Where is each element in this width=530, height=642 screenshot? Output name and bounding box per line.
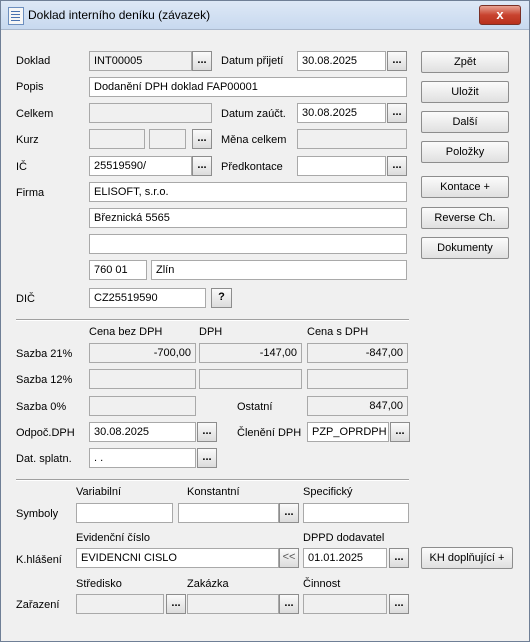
label-kurz: Kurz (16, 134, 39, 146)
label-stredisko: Středisko (76, 578, 122, 590)
sazba12-dph-field (199, 369, 302, 389)
predkontace-lookup-button[interactable]: ... (387, 156, 407, 176)
label-firma: Firma (16, 187, 45, 199)
label-doklad: Doklad (16, 55, 51, 67)
zpet-button[interactable]: Zpět (421, 51, 509, 73)
cinnost-field (303, 594, 387, 614)
label-datum-zauct: Datum zaúčt. (221, 108, 286, 120)
label-variabilni: Variabilní (76, 486, 122, 498)
dppd-dodavatel-field[interactable]: 01.01.2025 (303, 548, 387, 568)
label-popis: Popis (16, 81, 44, 93)
dppd-dodavatel-picker-button[interactable]: ... (389, 548, 409, 568)
stredisko-field (76, 594, 164, 614)
firma-name-field[interactable]: ELISOFT, s.r.o. (89, 182, 407, 202)
document-icon (8, 7, 24, 25)
firma-line3-field[interactable] (89, 234, 407, 254)
window-title: Doklad interního deníku (závazek) (28, 8, 211, 22)
label-zakazka: Zakázka (187, 578, 229, 590)
celkem-field (89, 103, 212, 123)
variabilni-field[interactable] (76, 503, 173, 523)
label-ostatni: Ostatní (237, 401, 273, 413)
dokumenty-button[interactable]: Dokumenty (421, 237, 509, 259)
popis-field[interactable]: Dodanění DPH doklad FAP00001 (89, 77, 407, 97)
sazba12-total-field (307, 369, 408, 389)
ic-field[interactable]: 25519590/ (89, 156, 192, 176)
label-evidencni-cislo: Evidenční číslo (76, 532, 150, 544)
label-dat-splatn: Dat. splatn. (16, 453, 72, 465)
datum-prijeti-field[interactable]: 30.08.2025 (297, 51, 386, 71)
label-symboly: Symboly (16, 508, 59, 520)
label-cena-bez-dph: Cena bez DPH (89, 326, 163, 338)
label-zarazeni: Zařazení (16, 599, 60, 611)
label-ic: IČ (16, 161, 27, 173)
title-bar (1, 1, 529, 30)
label-mena-celkem: Měna celkem (221, 134, 287, 146)
label-sazba-21: Sazba 21% (16, 348, 73, 360)
label-sazba-0: Sazba 0% (16, 401, 67, 413)
mesto-field[interactable]: Zlín (151, 260, 407, 280)
label-cinnost: Činnost (303, 578, 341, 590)
dat-splatn-field[interactable]: . . (89, 448, 196, 468)
cinnost-lookup-button[interactable]: ... (389, 594, 409, 614)
label-celkem: Celkem (16, 108, 54, 120)
datum-zauct-field[interactable]: 30.08.2025 (297, 103, 386, 123)
label-predkontace: Předkontace (221, 161, 283, 173)
specificky-field[interactable] (303, 503, 409, 523)
dat-splatn-picker-button[interactable]: ... (197, 448, 217, 468)
doklad-lookup-button[interactable]: ... (192, 51, 212, 71)
separator (16, 319, 409, 321)
sazba21-dph-field: -147,00 (199, 343, 302, 363)
polozky-button[interactable]: Položky (421, 141, 509, 163)
sazba12-base-field (89, 369, 196, 389)
dic-verify-button[interactable]: ? (211, 288, 232, 308)
form-area (8, 35, 522, 633)
cleneni-dph-lookup-button[interactable]: ... (390, 422, 410, 442)
stredisko-lookup-button[interactable]: ... (166, 594, 186, 614)
kurz-unit-field (149, 129, 186, 149)
odpoc-dph-picker-button[interactable]: ... (197, 422, 217, 442)
label-dppd-dodavatel: DPPD dodavatel (303, 532, 385, 544)
ic-lookup-button[interactable]: ... (192, 156, 212, 176)
sazba21-base-field: -700,00 (89, 343, 196, 363)
psc-field[interactable]: 760 01 (89, 260, 147, 280)
zakazka-lookup-button[interactable]: ... (279, 594, 299, 614)
kurz-field (89, 129, 145, 149)
ostatni-field: 847,00 (307, 396, 408, 416)
mena-celkem-field (297, 129, 407, 149)
cleneni-dph-field[interactable]: PZP_OPRDPH (307, 422, 389, 442)
label-dic: DIČ (16, 293, 35, 305)
firma-street-field[interactable]: Březnická 5565 (89, 208, 407, 228)
label-k-hlaseni: K.hlášení (16, 554, 62, 566)
label-cena-s-dph: Cena s DPH (307, 326, 369, 338)
kurz-lookup-button[interactable]: ... (192, 129, 212, 149)
label-dph: DPH (199, 326, 223, 338)
ulozit-button[interactable]: Uložit (421, 81, 509, 103)
sazba21-total-field: -847,00 (307, 343, 408, 363)
label-odpoc-dph: Odpoč.DPH (16, 427, 75, 439)
datum-zauct-picker-button[interactable]: ... (387, 103, 407, 123)
label-cleneni-dph: Členění DPH (237, 427, 302, 439)
dalsi-button[interactable]: Další (421, 111, 509, 133)
label-konstantni: Konstantní (187, 486, 240, 498)
konstantni-lookup-button[interactable]: ... (279, 503, 299, 523)
reverse-charge-button[interactable]: Reverse Ch. (421, 207, 509, 229)
label-sazba-12: Sazba 12% (16, 374, 73, 386)
zakazka-field (187, 594, 279, 614)
close-button[interactable]: x (479, 5, 521, 25)
odpoc-dph-field[interactable]: 30.08.2025 (89, 422, 196, 442)
separator (16, 479, 409, 481)
doklad-field[interactable]: INT00005 (89, 51, 192, 71)
kh-doplnujici-button[interactable]: KH doplňující + (421, 547, 513, 569)
label-specificky: Specifický (303, 486, 353, 498)
dic-field[interactable]: CZ25519590 (89, 288, 206, 308)
evidencni-cislo-field[interactable]: EVIDENCNI CISLO (76, 548, 279, 568)
predkontace-field[interactable] (297, 156, 386, 176)
konstantni-field[interactable] (178, 503, 279, 523)
copy-arrows-button[interactable]: << (279, 548, 299, 568)
datum-prijeti-picker-button[interactable]: ... (387, 51, 407, 71)
kontace-button[interactable]: Kontace + (421, 176, 509, 198)
sazba0-base-field (89, 396, 196, 416)
label-datum-prijeti: Datum přijetí (221, 55, 284, 67)
